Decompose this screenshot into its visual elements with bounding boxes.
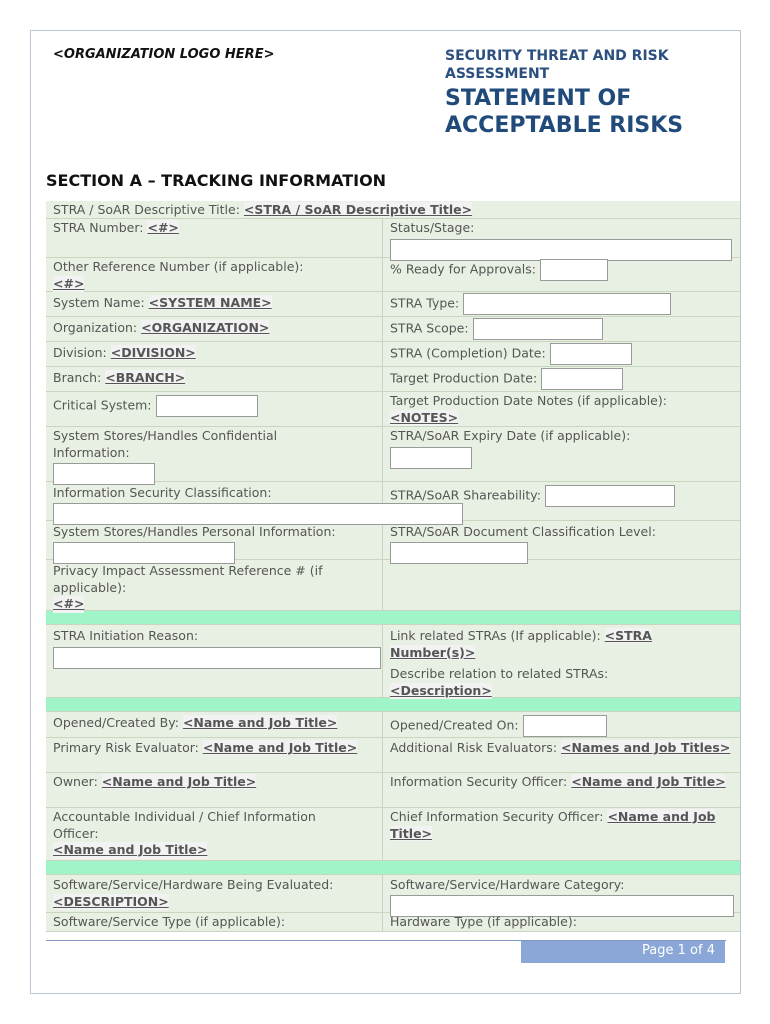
status-stage-label: Status/Stage:	[390, 220, 475, 235]
doc-classification-label: STRA/SoAR Document Classification Level:	[390, 524, 656, 539]
additional-evaluators-label: Additional Risk Evaluators:	[390, 740, 558, 755]
table-row	[46, 521, 740, 560]
tracking-info-table	[46, 201, 740, 932]
division-field[interactable]: <DIVISION>	[110, 345, 196, 360]
table-row	[46, 292, 740, 317]
table-row	[46, 738, 740, 773]
target-production-date-label: Target Production Date:	[390, 370, 538, 386]
table-row	[46, 875, 740, 913]
infosec-classification-input[interactable]	[53, 503, 463, 525]
link-related-field[interactable]: <STRA Number(s)>	[390, 628, 652, 660]
organization-logo-placeholder: <ORGANIZATION LOGO HERE>	[53, 47, 275, 62]
completion-date-label: STRA (Completion) Date:	[390, 345, 546, 361]
ciso-field[interactable]: <Name and Job Title>	[390, 809, 716, 841]
infosec-classification-label: Information Security Classification:	[53, 485, 272, 500]
initiation-reason-input[interactable]	[53, 647, 381, 669]
pia-reference-label: Privacy Impact Assessment Reference # (if applicable):	[53, 563, 323, 595]
link-related-label: Link related STRAs (If applicable):	[390, 628, 601, 643]
completion-date-input[interactable]	[550, 343, 632, 365]
page-number: Page 1 of 4	[521, 941, 725, 963]
table-row	[46, 712, 740, 738]
section-separator	[46, 861, 740, 875]
other-reference-label: Other Reference Number (if applicable):	[53, 259, 304, 274]
expiry-date-input[interactable]	[390, 447, 472, 469]
table-row	[46, 427, 740, 482]
table-row	[46, 258, 740, 292]
organization-field[interactable]: <ORGANIZATION>	[141, 320, 270, 335]
ready-for-approvals-input[interactable]	[540, 259, 608, 281]
initiation-reason-label: STRA Initiation Reason:	[53, 628, 199, 643]
table-row	[46, 219, 740, 258]
shareability-input[interactable]	[545, 485, 675, 507]
table-row	[46, 773, 740, 808]
opened-by-field[interactable]: <Name and Job Title>	[182, 715, 338, 730]
confidential-info-label: System Stores/Handles Confidential Information:	[53, 428, 278, 460]
primary-evaluator-label: Primary Risk Evaluator:	[53, 740, 199, 755]
sw-evaluated-field[interactable]: <DESCRIPTION>	[53, 893, 169, 909]
document-subtitle: SECURITY THREAT AND RISK ASSESSMENT	[445, 48, 669, 82]
table-row	[46, 201, 740, 219]
owner-field[interactable]: <Name and Job Title>	[101, 774, 257, 789]
table-row	[46, 560, 740, 611]
section-separator	[46, 611, 740, 625]
target-production-notes-field[interactable]: <NOTES>	[390, 409, 459, 425]
stra-type-input[interactable]	[463, 293, 671, 315]
hw-type-label: Hardware Type (if applicable):	[390, 914, 577, 929]
opened-on-label: Opened/Created On:	[390, 717, 519, 733]
primary-evaluator-field[interactable]: <Name and Job Title>	[202, 740, 358, 755]
table-row	[46, 808, 740, 861]
section-title: SECTION A – TRACKING INFORMATION	[46, 171, 387, 190]
describe-relation-label: Describe relation to related STRAs:	[390, 666, 609, 681]
critical-system-input[interactable]	[156, 395, 258, 417]
additional-evaluators-field[interactable]: <Names and Job Titles>	[561, 740, 731, 755]
descriptive-title-field[interactable]: <STRA / SoAR Descriptive Title>	[243, 202, 473, 217]
stra-type-label: STRA Type:	[390, 295, 460, 311]
division-label: Division:	[53, 345, 107, 360]
iso-label: Information Security Officer:	[390, 774, 568, 789]
system-name-label: System Name:	[53, 295, 145, 310]
opened-on-input[interactable]	[523, 715, 607, 737]
table-row	[46, 342, 740, 367]
owner-label: Owner:	[53, 774, 98, 789]
critical-system-label: Critical System:	[53, 397, 152, 413]
table-row	[46, 317, 740, 342]
expiry-date-label: STRA/SoAR Expiry Date (if applicable):	[390, 428, 631, 443]
iso-field[interactable]: <Name and Job Title>	[571, 774, 726, 789]
target-production-date-input[interactable]	[541, 368, 623, 390]
document-page	[30, 30, 741, 994]
stra-number-label: STRA Number:	[53, 220, 144, 235]
sw-evaluated-label: Software/Service/Hardware Being Evaluated:	[53, 877, 334, 892]
stra-scope-label: STRA Scope:	[390, 320, 469, 336]
target-production-notes-label: Target Production Date Notes (if applicable):	[390, 393, 667, 408]
sw-type-label: Software/Service Type (if applicable):	[53, 914, 286, 929]
stra-scope-input[interactable]	[473, 318, 603, 340]
ready-for-approvals-label: % Ready for Approvals:	[390, 261, 536, 277]
document-title: STATEMENT OF ACCEPTABLE RISKS	[445, 86, 684, 138]
branch-field[interactable]: <BRANCH>	[105, 370, 186, 385]
table-row	[46, 367, 740, 392]
table-row	[46, 625, 740, 698]
other-reference-field[interactable]: <#>	[53, 275, 85, 291]
shareability-label: STRA/SoAR Shareability:	[390, 487, 541, 503]
stra-number-field[interactable]: <#>	[147, 220, 179, 235]
sw-category-label: Software/Service/Hardware Category:	[390, 877, 625, 892]
organization-label: Organization:	[53, 320, 138, 335]
table-row	[46, 913, 740, 932]
describe-relation-field[interactable]: <Description>	[390, 682, 492, 698]
accountable-individual-label: Accountable Individual / Chief Information Officer:	[53, 809, 316, 841]
accountable-individual-field[interactable]: <Name and Job Title>	[53, 842, 208, 857]
branch-label: Branch:	[53, 370, 102, 385]
system-name-field[interactable]: <SYSTEM NAME>	[148, 295, 272, 310]
table-row	[46, 482, 740, 521]
section-separator	[46, 698, 740, 712]
pia-reference-field[interactable]: <#>	[53, 596, 85, 611]
table-row	[46, 392, 740, 427]
ciso-label: Chief Information Security Officer:	[390, 809, 604, 824]
personal-info-label: System Stores/Handles Personal Information:	[53, 524, 336, 539]
descriptive-title-label: STRA / SoAR Descriptive Title:	[53, 202, 240, 217]
opened-by-label: Opened/Created By:	[53, 715, 179, 730]
